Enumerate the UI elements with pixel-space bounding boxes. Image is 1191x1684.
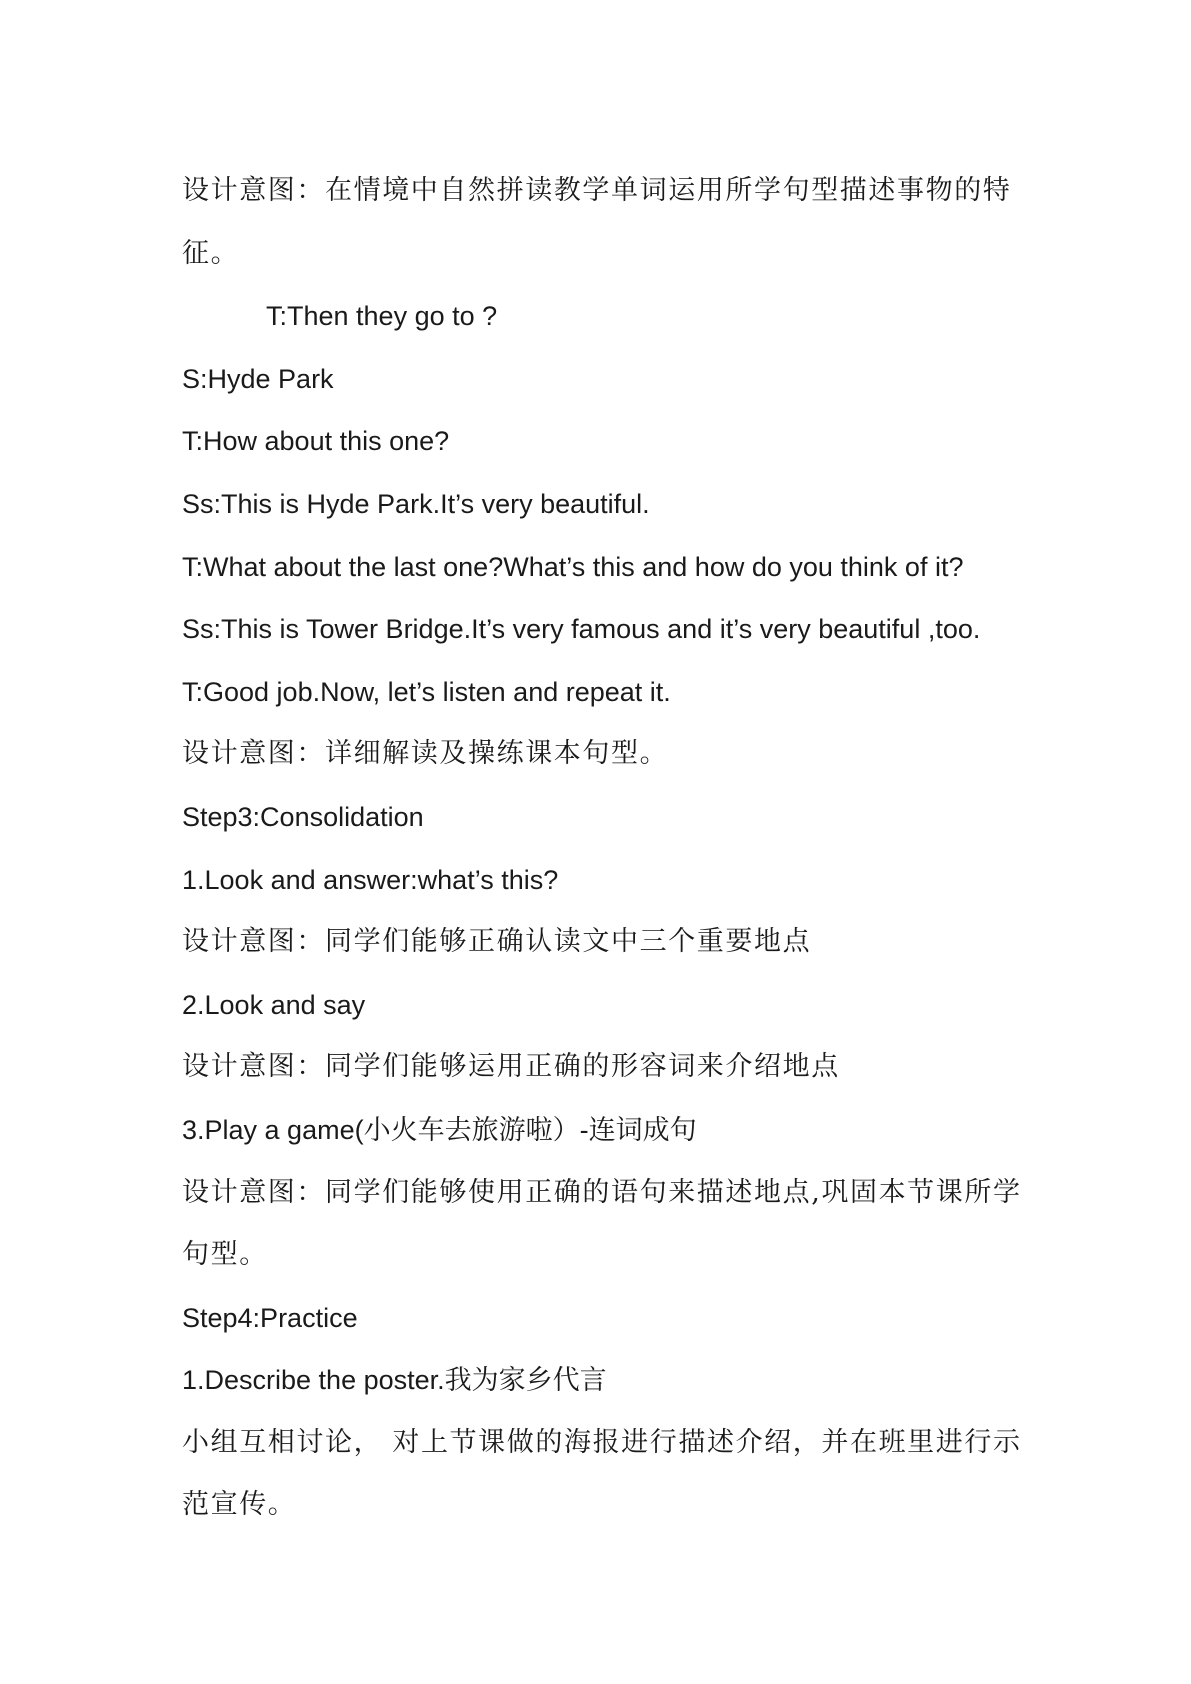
step-heading: Step4:Practice <box>182 1302 358 1333</box>
dialogue-line: T:Good job.Now, let’s listen and repeat it. <box>182 676 671 707</box>
dialogue-line: Ss:This is Hyde Park.It’s very beautiful. <box>182 488 650 519</box>
document-body <box>182 160 1022 1537</box>
dialogue-line: T:What about the last one?What’s this and how do you think of it? <box>182 551 964 582</box>
activity-item: 1.Describe the poster.我为家乡代言 <box>182 1365 607 1396</box>
design-intent-line: 设计意图：同学们能够运用正确的形容词来介绍地点 <box>182 1051 840 1083</box>
dialogue-line: Ss:This is Tower Bridge.It’s very famous and it’s very beautiful ,too. <box>182 614 981 645</box>
activity-description: 小组互相讨论， 对上节课做的海报进行描述介绍，并在班里进行示 <box>182 1426 1022 1458</box>
dialogue-line: S:Hyde Park <box>182 363 334 394</box>
step-heading: Step3:Consolidation <box>182 801 424 832</box>
activity-item: 1.Look and answer:what’s this? <box>182 864 559 895</box>
design-intent-line: 设计意图：详细解读及操练课本句型。 <box>182 738 669 770</box>
design-intent-line: 设计意图：在情境中自然拼读教学单词运用所学句型描述事物的特 <box>182 175 1012 206</box>
activity-item: 3.Play a game(小火车去旅游啦）-连词成句 <box>182 1114 697 1145</box>
dialogue-line: T:Then they go to ? <box>266 301 498 332</box>
design-intent-line: 设计意图：同学们能够使用正确的语句来描述地点,巩固本节课所学 <box>182 1176 1022 1208</box>
activity-item: 2.Look and say <box>182 989 366 1020</box>
design-intent-line-continued: 句型。 <box>182 1239 268 1271</box>
activity-description-continued: 范宣传。 <box>182 1489 297 1521</box>
dialogue-line: T:How about this one? <box>182 426 450 457</box>
design-intent-line: 设计意图：同学们能够正确认读文中三个重要地点 <box>182 926 812 958</box>
design-intent-line-continued: 征。 <box>182 237 240 269</box>
